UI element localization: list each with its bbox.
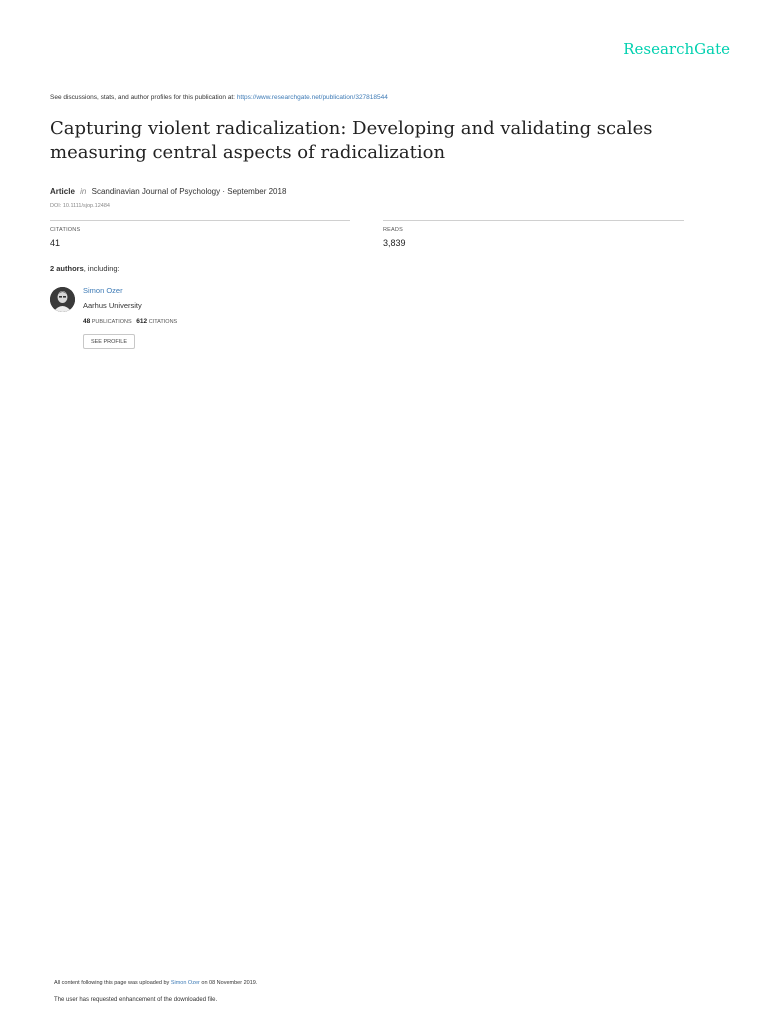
uploader-link[interactable]: Simon Ozer — [170, 980, 200, 986]
reads-stat — [383, 220, 684, 248]
publication-link[interactable]: https://www.researchgate.net/publication/327818544 — [236, 94, 388, 101]
upload-note — [54, 980, 257, 986]
reads-label: READS — [383, 227, 403, 233]
reads-value: 3,839 — [383, 238, 406, 248]
see-profile-button[interactable]: SEE PROFILE — [83, 334, 135, 349]
author-card — [83, 286, 177, 325]
author-citations-count: 612 — [136, 318, 148, 325]
author-citations-label: CITATIONS — [148, 319, 178, 325]
authors-including: , including: — [83, 264, 120, 273]
author-institution: Aarhus University — [83, 301, 142, 310]
article-meta — [50, 187, 286, 196]
author-publications-count: 48 — [83, 318, 91, 325]
researchgate-logo[interactable]: ResearchGate — [623, 40, 730, 58]
discussion-text: See discussions, stats, and author profiles for this publication at: — [50, 94, 235, 101]
citations-label: CITATIONS — [50, 227, 81, 233]
author-name-link[interactable]: Simon Ozer — [83, 286, 123, 295]
in-label: in — [80, 187, 87, 196]
doi: DOI: 10.1111/sjop.12484 — [50, 203, 110, 209]
upload-prefix: All content following this page was uploaded by — [54, 980, 170, 986]
authors-count: 2 authors — [50, 264, 84, 273]
citations-value: 41 — [50, 238, 61, 248]
author-stats — [83, 318, 177, 325]
journal-date: Scandinavian Journal of Psychology · September 2018 — [91, 187, 287, 196]
article-title: Capturing violent radicalization: Developing and validating scales measuring central aspects of radicalization — [50, 118, 653, 163]
authors-heading — [50, 264, 120, 273]
author-publications-label: PUBLICATIONS — [91, 319, 132, 325]
enhancement-note: The user has requested enhancement of the downloaded file. — [54, 997, 218, 1003]
author-avatar[interactable] — [50, 287, 75, 312]
article-type: Article — [50, 187, 75, 196]
discussion-note — [50, 94, 388, 101]
citations-stat — [50, 220, 350, 248]
upload-suffix: on 08 November 2019. — [201, 980, 258, 986]
